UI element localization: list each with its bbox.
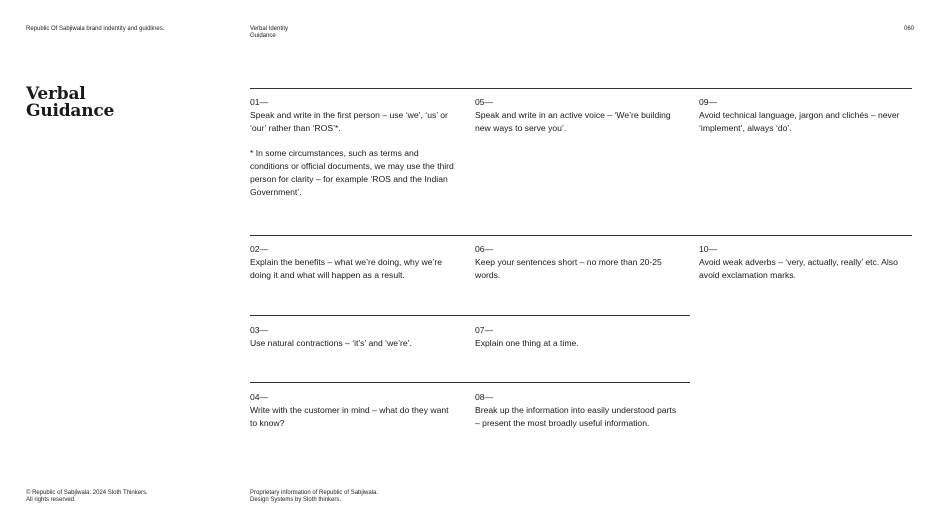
proprietary-notice: Proprietary information of Republic of Sabjiwala. Design Systems by Sloth thinkers. bbox=[250, 490, 379, 503]
guideline-item-02 bbox=[250, 243, 455, 281]
page-title: Verbal Guidance bbox=[26, 84, 115, 121]
divider-row-2 bbox=[250, 235, 912, 236]
guideline-number: 07— bbox=[475, 325, 494, 335]
guideline-item-04 bbox=[250, 391, 455, 429]
guideline-number: 02— bbox=[250, 244, 269, 254]
guideline-number: 01— bbox=[250, 97, 269, 107]
guideline-text: Keep your sentences short – no more than 20-25 words. bbox=[475, 256, 662, 280]
section-label: Verbal Identity Guidance bbox=[250, 26, 289, 39]
divider-row-4 bbox=[250, 382, 690, 383]
guideline-text: Use natural contractions – ‘it’s’ and ‘we’re’. bbox=[250, 337, 412, 348]
brand-guidelines-label: Republic Of Sabjiwala brand indentity and guidlines. bbox=[26, 26, 165, 32]
guideline-number: 04— bbox=[250, 392, 269, 402]
copyright-notice: © Republic of Sabjiwala. 2024 Sloth Thinkers. All rights reserved. bbox=[26, 490, 148, 503]
guideline-item-06 bbox=[475, 243, 680, 281]
guideline-item-01 bbox=[250, 96, 455, 198]
guideline-text: Speak and write in an active voice – ‘We’re building new ways to serve you’. bbox=[475, 109, 671, 133]
guideline-item-03 bbox=[250, 324, 455, 350]
divider-row-1 bbox=[250, 88, 912, 89]
guideline-number: 09— bbox=[699, 97, 718, 107]
guideline-number: 08— bbox=[475, 392, 494, 402]
guideline-text: Speak and write in the first person – use ‘we’, ‘us’ or ‘our’ rather than ‘ROS’*. bbox=[250, 109, 448, 133]
guideline-number: 03— bbox=[250, 325, 269, 335]
divider-row-3 bbox=[250, 315, 690, 316]
guideline-text: Write with the customer in mind – what do they want to know? bbox=[250, 404, 449, 428]
guideline-text: Explain one thing at a time. bbox=[475, 337, 579, 348]
guideline-number: 05— bbox=[475, 97, 494, 107]
guideline-item-09 bbox=[699, 96, 904, 134]
guideline-number: 06— bbox=[475, 244, 494, 254]
guideline-item-05 bbox=[475, 96, 680, 134]
guideline-number: 10— bbox=[699, 244, 718, 254]
guideline-text: Avoid weak adverbs – ‘very, actually, really’ etc. Also avoid exclamation marks. bbox=[699, 256, 898, 280]
guideline-item-07 bbox=[475, 324, 680, 350]
guideline-item-08 bbox=[475, 391, 680, 429]
guideline-text: Explain the benefits – what we’re doing, why we’re doing it and what will happen as a result. bbox=[250, 256, 443, 280]
guideline-text: Avoid technical language, jargon and clichés – never ‘implement’, always ‘do’. bbox=[699, 109, 900, 133]
page-number: 060 bbox=[903, 26, 914, 32]
guideline-text: Break up the information into easily understood parts – present the most broadly useful information. bbox=[475, 404, 677, 428]
guideline-item-10 bbox=[699, 243, 904, 281]
guideline-footnote: * In some circumstances, such as terms and conditions or official documents, we may use the third person for clarity – for example ‘ROS and the Indian Government’. bbox=[250, 148, 454, 197]
